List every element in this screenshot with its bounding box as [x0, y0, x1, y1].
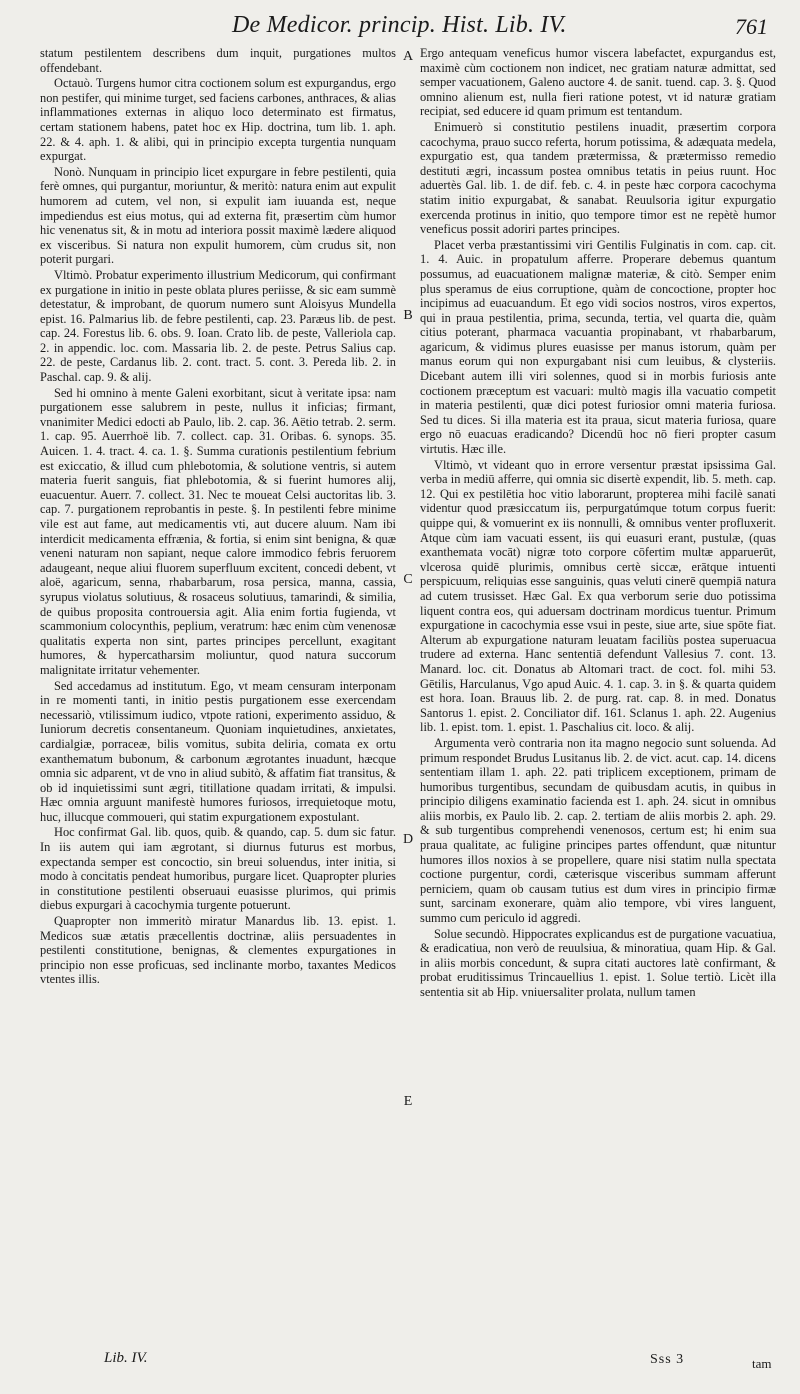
- catchword: tam: [752, 1356, 772, 1371]
- paragraph: Nonò. Nunquam in principio licet expurgare in febre pestilenti, quia ferè omnes, qui purgantur, moriuntur, & meritò: natura enim aut expulit humorem ad cutem, vel non, si expulit iam iuuanda est, neque impediendus est eius motus, qui ad externa fit, præsertim cùm humor hic venenatus sit, & in motu ad interiora possit maximè lædere aliquod ex visceribus. Si natura non expulit humorem, cùm crudus sit, non poterit purgari.: [40, 164, 396, 267]
- margin-letters: [398, 0, 418, 1394]
- paragraph: Solue secundò. Hippocrates explicandus est de purgatione vacuatiua, & eradicatiua, non verò de reuulsiua, & minoratiua, quam Hip. & Gal. in aliis morbis concedunt, & supra citati auctores latè confirmant, & probat eruditissimus Trincauellius 1. epist. 1. Solue tertiò. Licèt illa sententia sit ab Hip. vniuersaliter prolata, nullum tamen: [420, 926, 776, 999]
- margin-letter-e: E: [403, 1094, 413, 1109]
- paragraph: Placet verba præstantissimi viri Gentilis Fulginatis in com. cap. cit. 1. 4. Auic. in propatulum afferre. Properare debemus quantum possumus, ad euacuationem malignæ materiæ, & citò. Semper enim plus speramus de eius corruptione, quàm de concoctione, propter hoc incipimus ad euacuandum. Et ego vidi socios nostros, viros expertos, qui in praua pestilentia, prima, secunda, tertia, vel quarta die, quàm citius poterant, pharmaca vacuantia propinabant, vt rhabarbarum, agaricum, & vidimus plures euasisse per manus istorum, quàm per manus eorum qui non expurgabant nisi cum leuibus, & clysteriis. Dicebant autem illi viri solennes, quod si in morbis furiosis ante coctionem præceptum est vacuari: multò magis illa vacuatio competit in materia pestilenti, quæ dici potest furiosior omni materia furiosa. Sed tu dices. Si illa materia est ita praua, sicut materia furiosa, quare ergo nō euacuas eradicando? Dicendū hoc nō fieri propter casum virtutis. Hæc ille.: [420, 237, 776, 457]
- signature-mark: Sss 3: [650, 1352, 685, 1367]
- page-footer: [0, 1350, 800, 1380]
- paragraph: Quapropter non immeritò miratur Manardus lib. 13. epist. 1. Medicos suæ ætatis præcellentis doctrinæ, aliis persuadentes in pestilenti constitutione, benignas, & clementes expurgationes in principio non esse proficuas, sed inclinante morbo, taxantes Medicos vtentes illis.: [40, 914, 396, 987]
- paragraph: Octauò. Turgens humor citra coctionem solum est expurgandus, ergo non pestifer, qui minime turget, sed faciens carbones, anthraces, & alias inflammationes externas in aliquo loco determinato est firmatus, certam stationem habens, patet hoc ex Hip. doctrina, tum lib. 1. aph. 22. & 4. aph. 1. & alibi, qui in principio excepta turgentia nunquam expurgat.: [40, 76, 396, 164]
- paragraph: Hoc confirmat Gal. lib. quos, quib. & quando, cap. 5. dum sic fatur. In iis autem qui iam ægrotant, si diurnus futurus est morbus, expectanda semper est concoctio, sin breui soluendus, inter initia, si modo à concitatis pendeat humoribus, purgare licet. Quapropter pluries in constitutione pestilenti obseruaui euasisse plurimos, qui primis diebus expurgari à cacochymia turgente potuerunt.: [40, 825, 396, 913]
- right-column: [420, 46, 776, 1346]
- paragraph: Argumenta verò contraria non ita magno negocio sunt soluenda. Ad primum respondet Brudus Lusitanus lib. 2. de vict. acut. cap. 14. dicens sententiam illam 1. aph. 22. pati triplicem exceptionem, primam de humoribus turgentibus, secundam de quibusdam acutis, in quibus in principio diligens examinatio facienda est 1. aph. 24. sicut in omnibus aliis morbis, ex Paulo lib. 2. cap. 2. tertiam de aliis morbis 2. aph. 29. & sub turgentibus comprehendi venenosos, certum est; hi enim sua praua qualitate, ac fuligine principes partes offendunt, quæ nituntur humores illos noxios à se propellere, quare nisi statim nulla spectata coctione purgentur, cordi, cæterisque visceribus summam afferunt perniciem, quam ob causam tutius est dum vires in principio firmæ sunt, sarcinam exonerare, quàm alio tempore, vbi vires languent, summo cum periculo id aggredi.: [420, 735, 776, 926]
- paragraph: statum pestilentem describens dum inquit, purgationes multos offendebant.: [40, 46, 396, 75]
- margin-letter-d: D: [402, 832, 414, 847]
- paragraph: Sed hi omnino à mente Galeni exorbitant, sicut à veritate ipsa: nam purgationem esse salubrem in peste, nullus it inficias; firmant, vnanimiter Medici edocti ab Paulo, lib. 2. cap. 36. Aëtio tetrab. 2. serm. 1. cap. 95. Auerrhoë lib. 7. collect. cap. 31. Oribas. 6. synops. 35. Auicen. 1. 4. tract. 4. ca. 1. §. Summa curationis pestilentium febrium est exiccatio, & illud cum phlebotomia, & solutione ventris, si autem materia fuerit sanguis, fiat phlebotomia, & si fuerint humores alij, euacuentur. Auerr. 7. collect. 31. Nec te moueat Celsi auctoritas lib. 3. cap. 7. purgationem reprobantis in peste. §. In pestilenti febre minime vile est aut fame, aut medicamentis vti, aut ducere aluum. Nam ibi interdicit medicamenta effrænia, & fortia, si enim sint benigna, & quæ veneni naturam non sapiant, neque calore immodico febris feruorem adaugeant, neque aliui fluorem superfluum excitent, concedi debent, vt aloë, agaricum, senna, rhabarbarum, rosa persica, manna, cassia, syrupus violatus solutiuus, & rosaceus solutiuus, tamarindi, & similia, de quibus proposita controuersia agit. Alia enim fortia fugienda, vt scammonium colocynthis, peplium, veratrum: hæc enim cùm venenosæ qualitatis experta non sint, partes principes percellunt, exagitant humores, & hypercatharsim moliuntur, quod natura succorum malignitate irritatur vehementer.: [40, 385, 396, 677]
- paragraph: Vltimò. Probatur experimento illustrium Medicorum, qui confirmant ex purgatione in initio in peste oblata plures periisse, & sic eam summè detestatur, & improbant, de quorum numero sunt Aloisyus Mundella epist. 16. Palmarius lib. de febre pestilenti, cap. 23. Paræus lib. de pest. cap. 24. Forestus lib. 6. obs. 9. Ioan. Crato lib. de peste, Valleriola cap. 2. in appendic. loc. com. Massaria lib. 2. de peste. Petrus Salius cap. 22. de peste, Cardanus lib. 2. cont. tract. 5. cont. 3. Pereda lib. 2. in Paschal. cap. 9. & alij.: [40, 267, 396, 385]
- margin-letter-c: C: [403, 572, 413, 587]
- paragraph: Sed accedamus ad institutum. Ego, vt meam censuram interponam in re momenti tanti, in initio pestis purgationem esse exercendam necessariò, vtilissimum iudico, vtpote rationi, experimento assiduo, & Iuniorum decretis consentaneum. Quoniam inquietudines, anxietates, cardialgiæ, porraceæ, bilis vomitus, subita deliria, comata ex ortu exanthematum bubonum, & carbonum ægrotantes inuadunt, hæcque omnia sic adparent, vt de vno in aliud subitò, & affatim fiat transitus, & ob id inquietissimi sunt ægri, titillatione quadam irritati, & impulsi. Hæc omnia arguunt manifestè humores furiosos, irrequietoque motu, huc, illucque commoueri, qui statim expurgationem expostulant.: [40, 678, 396, 824]
- left-column: [40, 46, 396, 1346]
- footer-book-label: Lib. IV.: [104, 1350, 148, 1366]
- paragraph: Vltimò, vt videant quo in errore versentur præstat ipsissima Gal. verba in mediū afferre, qui omnia sic disertè expendit, lib. 5. meth. cap. 12. Qui ex pestilētia hoc vitio laborarunt, propterea mihi facilè sanati videntur quod præsiccatum iis, perpurgatúmque totum corpus fuerit: quippe qui, & vomuerint ex iis nonnulli, & omnibus venter profluxerit. Atque cùm iam vacuati essent, iis qui euasuri erant, pustulæ, (quas exanthemata vocāt) nigræ toto corpore cōfertim multæ apparuerūt, vlcerosa quidē plurimis, omnibus certè siccæ, erātque intuenti perspicuum, reliquias esse sanguinis, quas veluti cinerē quempiā natura ad cutem trusisset. Hæc Gal. Ex qua verborum serie duo potissima liquent contra eos, qui aduersam doctrinam mordicus tuentur. Primum expurgatione in cacochymia esse vsui in peste, siue arte, siue spōte fiat. Alterum ab expurgatione naturam leuatam faciliùs postea superuacua trudere ad externa. Hanc sententiā defendunt Vallesius 7. cont. 13. Manard. loc. cit. Donatus ab Altomari tract. de coct. fol. mihi 53. Gētilis, Harculanus, Vgo apud Auic. 4. 1. cap. 3. in §. & quarta quidem est hora. Ioan. Brauus lib. 2. de purg. rat. cap. 8. in med. Donatus Santorus 1. epist. 2. Conciliator dif. 161. Sclanus 1. aph. 22. Augenius lib. 1. epist. tom. 1. epist. 1. Paschalius cit. loco. & alij.: [420, 457, 776, 735]
- running-title: De Medicor. princip. Hist. Lib. IV.: [232, 12, 567, 38]
- paragraph: Ergo antequam veneficus humor viscera labefactet, expurgandus est, maximè cùm coctionem non indicet, nec gratiam naturæ admittat, sed semper vacuationem, Galeno auctore 4. de sanit. tuend. cap. 3. §. Quod omnino alienum est, nulla fieri ratione potest, vt id naturæ gratiam recipiat, sed educere id quam primum est tentandum.: [420, 46, 776, 119]
- margin-letter-a: A: [402, 49, 414, 64]
- page-number: 761: [735, 14, 768, 39]
- margin-letter-b: B: [403, 308, 413, 323]
- paragraph: Enimuerò si constitutio pestilens inuadit, præsertim corpora cacochyma, prauo succo referta, horum potissima, & adæquata medela, expurgatio est, qua tandem prætermissa, & prætermisso remedio destituti ægri, incassum postea omnibus tetatis in peius ruunt. Hoc aduertès Gal. lib. 1. de dif. feb. c. 4. in peste hæc corpora cacochyma statim initio expurgabat, & sanabat. Reuulsoria igitur expurgatio exercenda protinus in initio, quo tempore timor est ne repètè humor veneficus possit adoriri partes principes.: [420, 119, 776, 237]
